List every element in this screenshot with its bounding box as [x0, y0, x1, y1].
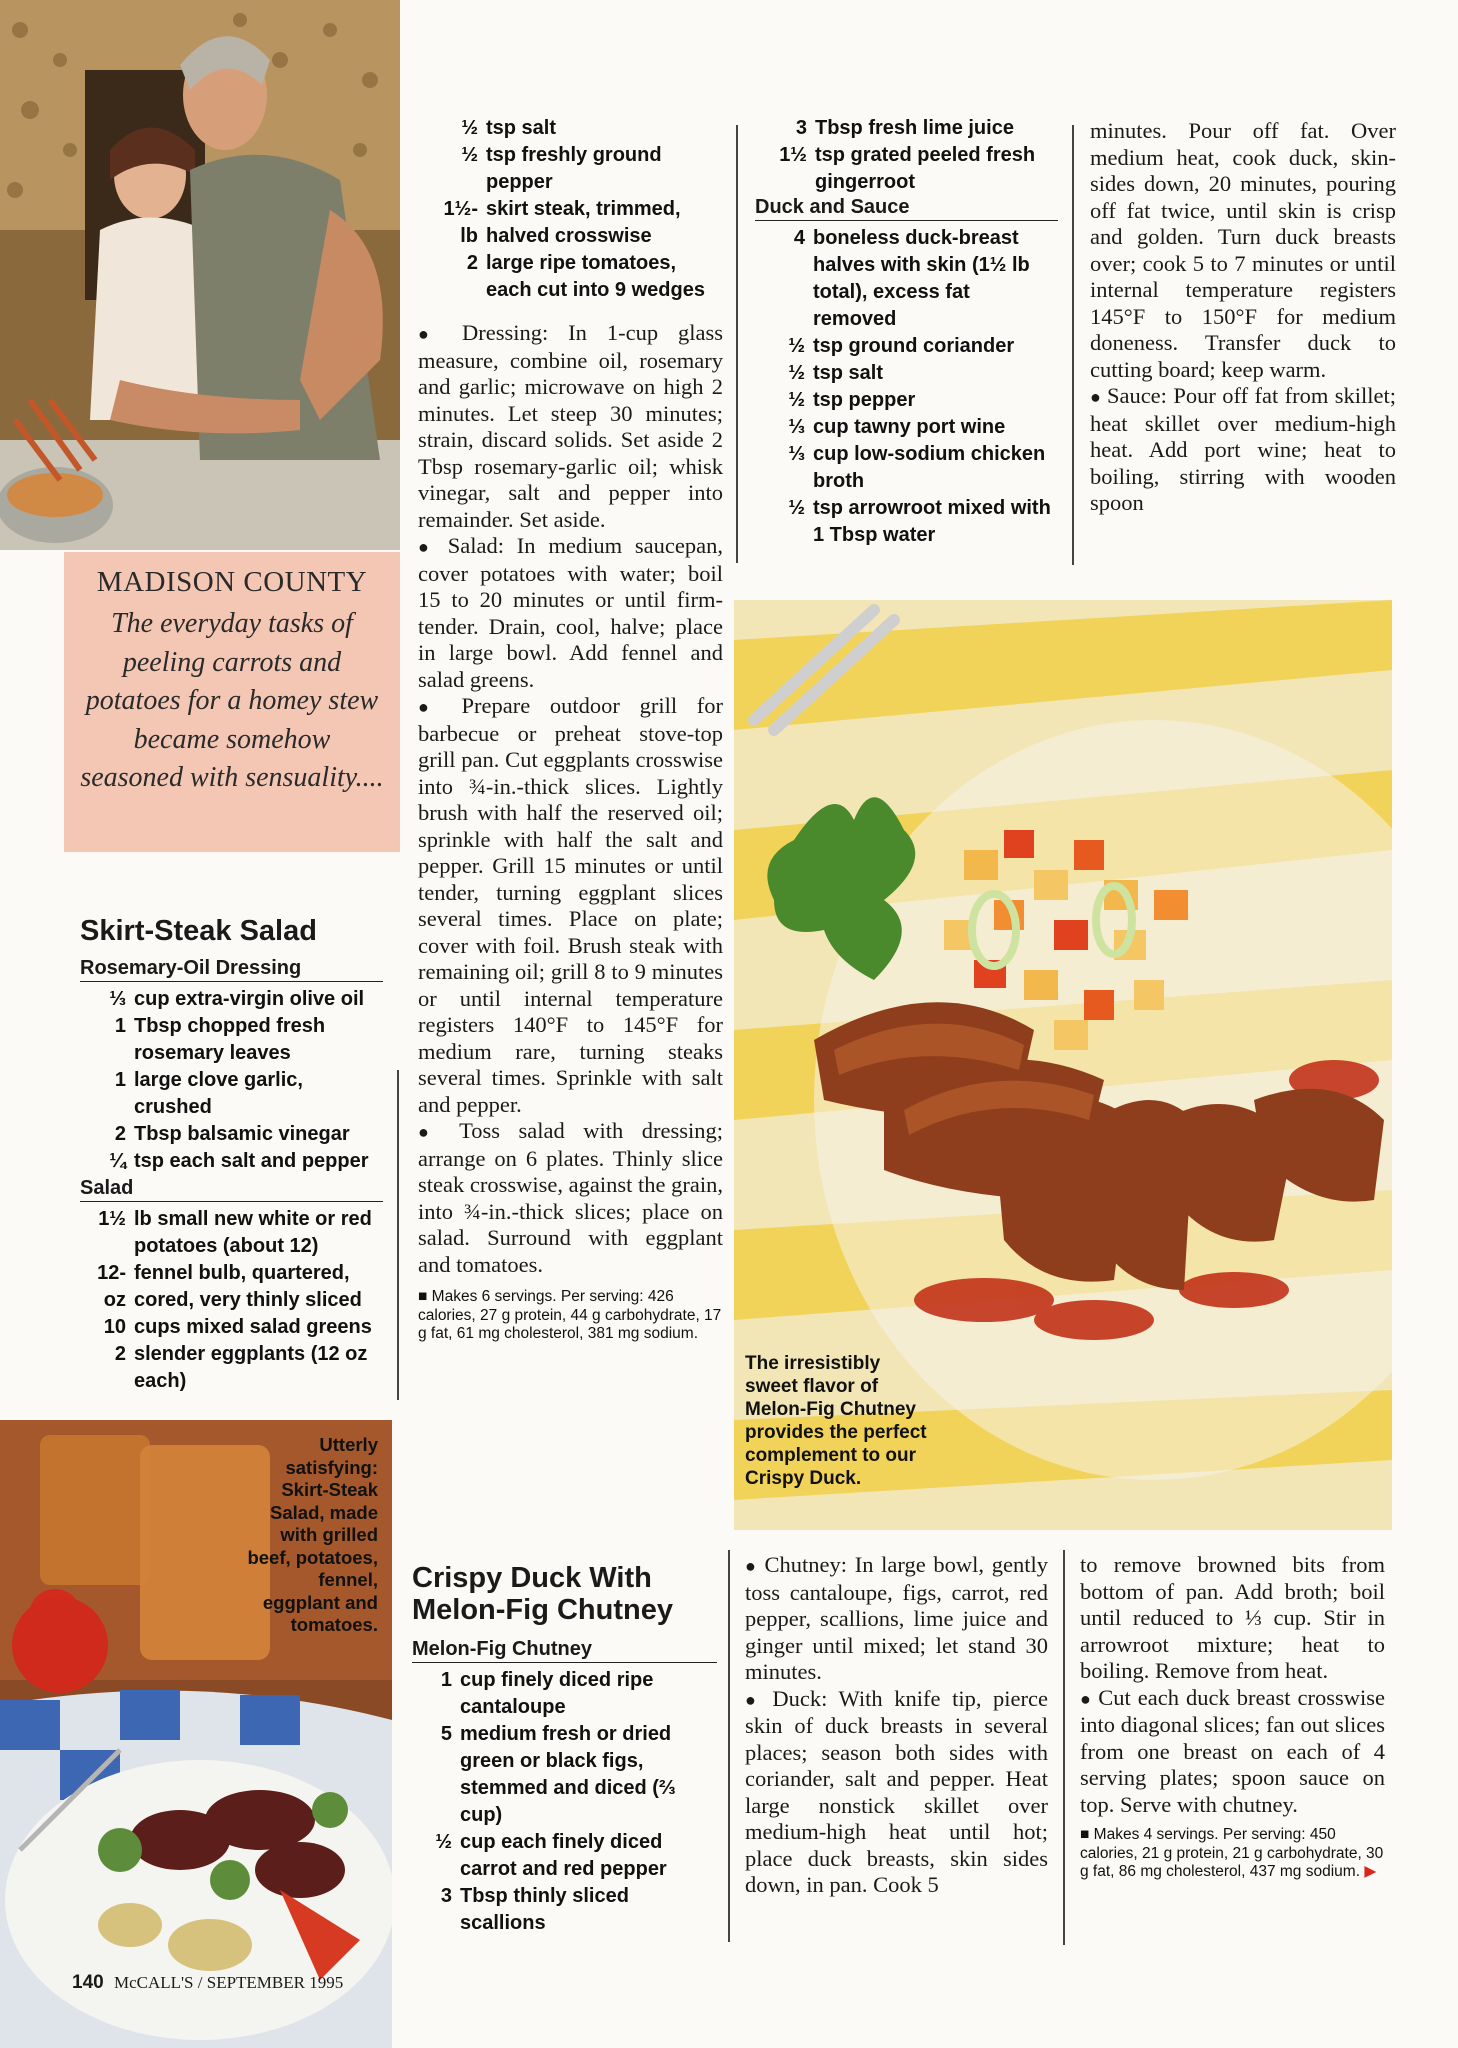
recipe1-column1 — [80, 915, 383, 1395]
salad-ingredient-list — [80, 1206, 383, 1395]
ingredient-text: cup finely diced ripe cantaloupe — [460, 1669, 654, 1718]
ingredient-text: large ripe tomatoes, each cut into 9 wedges — [486, 252, 705, 301]
duck-photo-caption: The irresistibly sweet flavor of Melon-Fig Chutney provides the perfect complement to our Crispy Duck. — [745, 1353, 927, 1489]
ingredient-text: cup tawny port wine — [813, 416, 1006, 438]
bullet-icon: ● — [418, 324, 462, 344]
direction-step — [418, 533, 723, 693]
ingredient-text: cups mixed salad greens — [134, 1316, 372, 1338]
ingredient-amount: 2 — [114, 1343, 126, 1365]
ingredient-amount: 1 — [114, 1069, 126, 1091]
serving-step: ● Cut each duck breast crosswise into diagonal slices; fan out slices from one breast on each of 4 serving plates; spoon sauce on top. Serve with chutney. — [1080, 1684, 1386, 1817]
chutney-ingredient-list — [412, 1667, 717, 1937]
ingredient-text: tsp grated peeled fresh gingerroot — [815, 144, 1036, 193]
column-rule — [1072, 125, 1074, 565]
ingredient-amount: 4 — [793, 227, 805, 249]
column-rule — [397, 1070, 399, 1400]
page-footer — [72, 1972, 343, 1994]
ingredient-text: fennel bulb, quartered, cored, very thinly sliced — [134, 1262, 362, 1311]
recipe1-column2 — [418, 115, 723, 1344]
ingredient-text: tsp each salt and pepper — [134, 1150, 369, 1172]
ingredient-item — [777, 441, 1058, 495]
nutrition-square-icon: ■ — [418, 1288, 432, 1305]
recipe2-chutney-heading: Melon-Fig Chutney — [412, 1638, 717, 1663]
pull-quote-heading: MADISON COUNTY — [96, 566, 368, 598]
direction-text: Duck: With knife tip, pierce skin of duck breasts in several places; season both sides with coriander, salt and pepper. Heat large nonstick skillet over medium-high heat until hot; place duck breasts, skin sides down, in pan. Cook 5 — [745, 1685, 1049, 1897]
recipe2-directions-col3 — [745, 1552, 1048, 1899]
ingredient-text: tsp arrowroot mixed with 1 Tbsp water — [813, 497, 1051, 546]
ingredient-item — [412, 1883, 717, 1937]
column-rule — [736, 125, 738, 563]
ingredient-item — [80, 1206, 383, 1260]
ingredient-amount: 3 — [795, 117, 807, 139]
ingredient-item — [80, 986, 383, 1013]
ingredient-amount: 10 — [103, 1316, 126, 1338]
direction-step — [745, 1552, 1048, 1686]
direction-text: Dressing: In 1-cup glass measure, combine oil, rosemary and garlic; microwave on high 2 minutes. Let steep 30 minutes; strain, discard solids. Set aside 2 Tbsp rosemary-garlic oil; whisk vinegar, salt and pepper into remainder. Set aside. — [418, 320, 724, 532]
ingredient-amount: 2 — [114, 1123, 126, 1145]
recipe2-column3-top — [755, 115, 1058, 549]
bullet-icon: ● — [745, 1689, 773, 1710]
direction-text: Chutney: In large bowl, gently toss cantaloupe, figs, carrot, red pepper, scallions, lime juice and ginger until mixed; let stand 30 minutes. — [745, 1552, 1048, 1684]
direction-text: Salad: In medium saucepan, cover potatoes with water; boil 15 to 20 minutes or until firm-tender. Drain, cool, halve; place in large bowl. Add fennel and salad greens. — [418, 533, 723, 692]
steak-ingredient-list — [418, 115, 723, 304]
ingredient-amount: ½ — [788, 335, 805, 357]
ingredient-item — [80, 1121, 383, 1148]
ingredient-text: large clove garlic, crushed — [134, 1069, 303, 1118]
ingredient-text: tsp pepper — [813, 389, 916, 411]
dressing-ingredient-list — [80, 986, 383, 1175]
recipe1-directions — [418, 320, 723, 1278]
ingredient-item — [80, 1067, 383, 1121]
column-rule — [728, 1550, 730, 1942]
magazine-credit: McCALL'S / SEPTEMBER 1995 — [113, 1973, 344, 1992]
ingredient-amount: 5 — [440, 1723, 452, 1745]
ingredient-text: lb small new white or red potatoes (about 12) — [134, 1208, 372, 1257]
ingredient-amount: 1½-lb — [443, 198, 478, 247]
ingredient-item — [80, 1341, 383, 1395]
recipe1-salad-heading: Salad — [80, 1177, 383, 1202]
ingredient-text: cup extra-virgin olive oil — [134, 988, 365, 1010]
ingredient-item — [426, 196, 723, 250]
direction-step — [418, 693, 723, 1118]
ingredient-item — [80, 1314, 383, 1341]
ingredient-amount: ½ — [788, 362, 805, 384]
direction-step — [418, 320, 723, 533]
recipe2-column4-top — [1090, 118, 1396, 517]
ingredient-amount: ⅓ — [788, 416, 805, 438]
bullet-icon: ● — [418, 537, 448, 557]
recipe1-nutrition: ■ Makes 6 servings. Per serving: 426 calories, 27 g protein, 44 g carbohydrate, 17 g fat, 61 mg cholesterol, 381 mg sodium. — [418, 1288, 722, 1342]
direction-step — [745, 1686, 1048, 1899]
ingredient-item — [80, 1148, 383, 1175]
direction-text: Toss salad with dressing; arrange on 6 plates. Thinly slice steak crosswise, against the grain, into ¾-in.-thick slices; place on salad. Surround with eggplant and tomatoes. — [418, 1118, 723, 1277]
ingredient-item — [777, 333, 1058, 360]
ingredient-text: boneless duck-breast halves with skin (1½ lb total), excess fat removed — [813, 227, 1030, 330]
ingredient-text: tsp salt — [813, 362, 884, 384]
bullet-icon: ● — [1090, 387, 1107, 407]
ingredient-amount: ½ — [435, 1831, 452, 1853]
ingredient-amount: 2 — [466, 252, 478, 274]
ingredient-item — [777, 387, 1058, 414]
ingredient-text: Tbsp fresh lime juice — [815, 117, 1014, 139]
recipe2-title: Crispy Duck With Melon-Fig Chutney — [412, 1562, 673, 1626]
ingredient-text: cup each finely diced carrot and red pepper — [460, 1831, 667, 1880]
duck-ingredient-list — [755, 225, 1058, 549]
ingredient-item — [412, 1667, 717, 1721]
ingredient-item — [412, 1829, 717, 1883]
duck-cooking-text: minutes. Pour off fat. Over medium heat, cook duck, skin-sides down, 20 minutes, pouring off fat twice, until skin is crisp and golden. Turn duck breasts over; cook 5 to 7 minutes or until internal temperature registers 145°F to 150°F for medium doneness. Transfer duck to cutting board; keep warm. — [1090, 118, 1396, 382]
ingredient-item — [80, 1260, 383, 1314]
ingredient-amount: ½ — [788, 497, 805, 519]
ingredient-amount: ½ — [461, 117, 478, 139]
ingredient-item — [777, 495, 1058, 549]
ingredient-item — [755, 142, 1058, 196]
ingredient-amount: ⅓ — [788, 443, 805, 465]
bullet-icon: ● — [1080, 1688, 1099, 1709]
ingredient-amount: 1 — [440, 1669, 452, 1691]
sauce-continued-text: to remove browned bits from bottom of pan. Add broth; boil until reduced to ⅓ cup. Stir in arrowroot mixture; heat to boiling. Remove from heat. — [1080, 1552, 1385, 1683]
ingredient-text: medium fresh or dried green or black figs, stemmed and diced (⅔ cup) — [460, 1723, 676, 1826]
ingredient-text: Tbsp chopped fresh rosemary leaves — [134, 1015, 326, 1064]
ingredient-amount: ¼ — [109, 1150, 126, 1172]
recipe2-column3-bottom — [745, 1552, 1048, 1899]
nutrition-square-icon: ■ — [1080, 1826, 1094, 1843]
ingredient-item — [426, 250, 723, 304]
ingredient-amount: ⅓ — [109, 988, 126, 1010]
ingredient-text: Tbsp thinly sliced scallions — [460, 1885, 629, 1934]
ingredient-amount: ½ — [461, 144, 478, 166]
ingredient-amount: ½ — [788, 389, 805, 411]
recipe2-column4-bottom — [1080, 1552, 1385, 1882]
ingredient-text: slender eggplants (12 oz each) — [134, 1343, 368, 1392]
ingredient-text: cup low-sodium chicken broth — [813, 443, 1046, 492]
recipe1-title: Skirt-Steak Salad — [80, 915, 317, 947]
bullet-icon: ● — [418, 697, 462, 717]
ingredient-amount: 1 — [114, 1015, 126, 1037]
ingredient-text: tsp ground coriander — [813, 335, 1015, 357]
recipe2-nutrition: ■ Makes 4 servings. Per serving: 450 calories, 21 g protein, 21 g carbohydrate, 30 g fat, 86 mg cholesterol, 437 mg sodium. ▶ — [1080, 1826, 1384, 1880]
sauce-step: ● Sauce: Pour off fat from skillet; heat skillet over medium-high heat. Add port wine; heat to boiling, stirring with wooden spoon — [1090, 383, 1396, 515]
ingredient-amount: 1½ — [779, 144, 807, 166]
ingredient-item — [412, 1721, 717, 1829]
direction-step — [418, 1118, 723, 1278]
ingredient-item — [777, 225, 1058, 333]
ingredient-amount: 1½ — [98, 1208, 126, 1230]
direction-text: Prepare outdoor grill for barbecue or preheat stove-top grill pan. Cut eggplants crosswise into ¾-in.-thick slices. Lightly brush with half the reserved oil; sprinkle with half the salt and pepper. Grill 15 minutes or until tender, turning eggplant slices several times. Place on plate; cover with foil. Brush steak with remaining oil; grill 8 to 9 minutes or until internal temperature registers 140°F to 145°F for medium rare, turning steaks several times. Sprinkle with salt and pepper. — [418, 693, 723, 1117]
recipe2-column2 — [412, 1562, 717, 1937]
pull-quote-text: The everyday tasks of peeling carrots and potatoes for a homey stew became somehow seasoned with sensuality.... — [80, 608, 384, 793]
ingredient-item — [80, 1013, 383, 1067]
ingredient-item — [426, 115, 723, 142]
ingredient-item — [426, 142, 723, 196]
ingredient-item — [777, 414, 1058, 441]
recipe2-duck-heading: Duck and Sauce — [755, 196, 1058, 221]
ingredient-item — [755, 115, 1058, 142]
ingredient-text: Tbsp balsamic vinegar — [134, 1123, 350, 1145]
salad-photo-caption: Utterly satisfying: Skirt-Steak Salad, made with grilled beef, potatoes, fennel, eggplant and tomatoes. — [247, 1434, 378, 1635]
ingredient-amount: 3 — [440, 1885, 452, 1907]
ingredient-text: tsp freshly ground pepper — [486, 144, 662, 193]
pull-quote-box — [64, 552, 400, 852]
bullet-icon: ● — [418, 1122, 460, 1142]
page-number: 140 — [72, 1972, 104, 1993]
bullet-icon: ● — [745, 1556, 765, 1576]
ingredient-text: skirt steak, trimmed, halved crosswise — [486, 198, 681, 247]
recipe1-dressing-heading: Rosemary-Oil Dressing — [80, 957, 383, 982]
ingredient-text: tsp salt — [486, 117, 557, 139]
ingredient-item — [777, 360, 1058, 387]
column-rule — [1063, 1550, 1065, 1945]
ingredient-amount: 12-oz — [97, 1262, 126, 1311]
chutney-ingredient-list-cont — [755, 115, 1058, 196]
continue-arrow-icon: ▶ — [1364, 1863, 1377, 1880]
kitchen-photo — [0, 0, 400, 550]
